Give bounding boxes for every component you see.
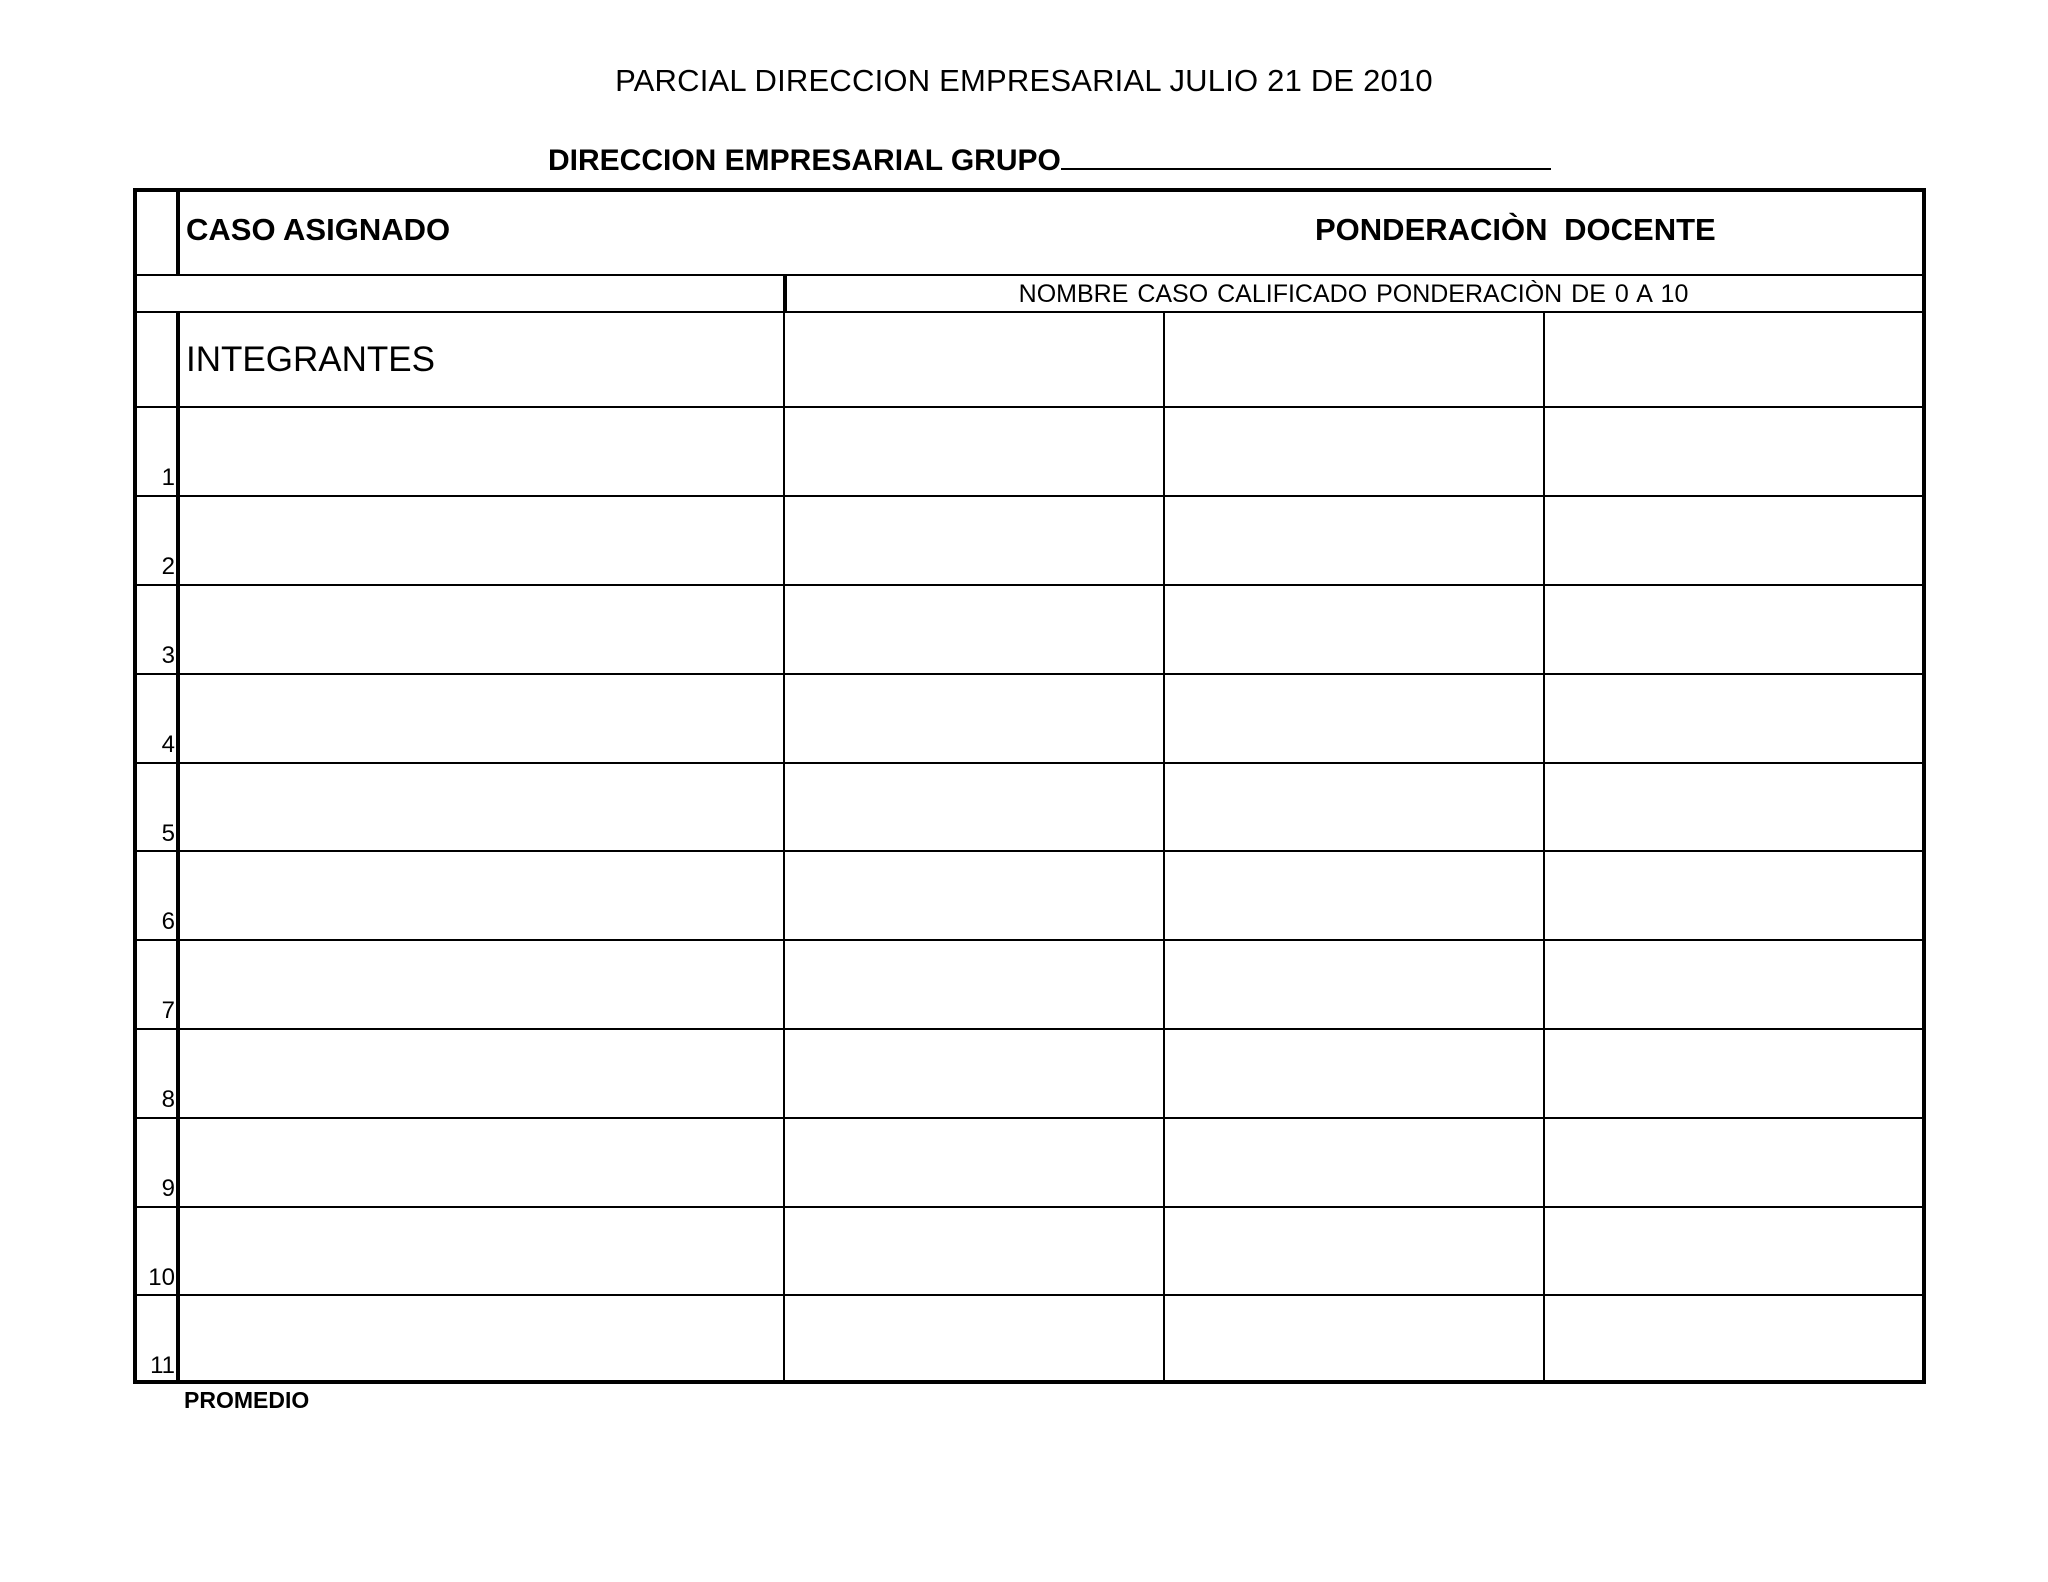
- row-number: 8: [161, 1086, 175, 1113]
- row-rule: [133, 584, 1926, 586]
- caso-asignado-header: CASO ASIGNADO: [186, 212, 451, 247]
- column-divider-1: [783, 311, 785, 1382]
- group-line: [548, 144, 1551, 178]
- row-rule: [133, 673, 1926, 675]
- promedio-label: PROMEDIO: [184, 1387, 310, 1413]
- table-border-top: [133, 188, 1926, 192]
- row-rule: [133, 1028, 1926, 1030]
- number-column-divider: [176, 311, 180, 1384]
- group-label: DIRECCION EMPRESARIAL GRUPO: [548, 144, 1061, 177]
- row-rule: [133, 1206, 1926, 1208]
- table-border-left: [133, 188, 137, 1384]
- row-rule: [133, 406, 1926, 408]
- number-column-divider-top: [176, 188, 180, 275]
- row-rule: [133, 1294, 1926, 1296]
- row-number: 7: [161, 997, 175, 1024]
- column-divider-2: [1163, 311, 1165, 1382]
- column-divider-3: [1543, 311, 1545, 1382]
- document-title: PARCIAL DIRECCION EMPRESARIAL JULIO 21 DE 2010: [615, 63, 1433, 98]
- row-rule: [133, 850, 1926, 852]
- ponderacion-docente-header: PONDERACIÒN DOCENTE: [1315, 212, 1716, 247]
- table-border-right: [1922, 188, 1926, 1384]
- row-rule: [133, 939, 1926, 941]
- table-border-bottom: [133, 1380, 1926, 1384]
- row-number: 2: [161, 553, 175, 580]
- row-rule: [133, 495, 1926, 497]
- header-rule-2: [133, 311, 1926, 313]
- group-blank-field[interactable]: [1061, 144, 1551, 170]
- nombre-caso-header: NOMBRE CASO CALIFICADO PONDERACIÒN DE 0 A 10: [1018, 280, 1689, 308]
- row-number: 3: [161, 642, 175, 669]
- row-number: 9: [161, 1175, 175, 1202]
- row-number: 11: [150, 1352, 175, 1379]
- row-rule: [133, 1117, 1926, 1119]
- row-rule: [133, 762, 1926, 764]
- row-number: 10: [148, 1264, 175, 1291]
- header-rule-1: [133, 274, 1926, 276]
- row-number: 6: [161, 908, 175, 935]
- integrantes-header: INTEGRANTES: [186, 340, 435, 379]
- row-number: 1: [161, 464, 175, 491]
- row-number: 5: [161, 820, 175, 847]
- row-number: 4: [161, 731, 175, 758]
